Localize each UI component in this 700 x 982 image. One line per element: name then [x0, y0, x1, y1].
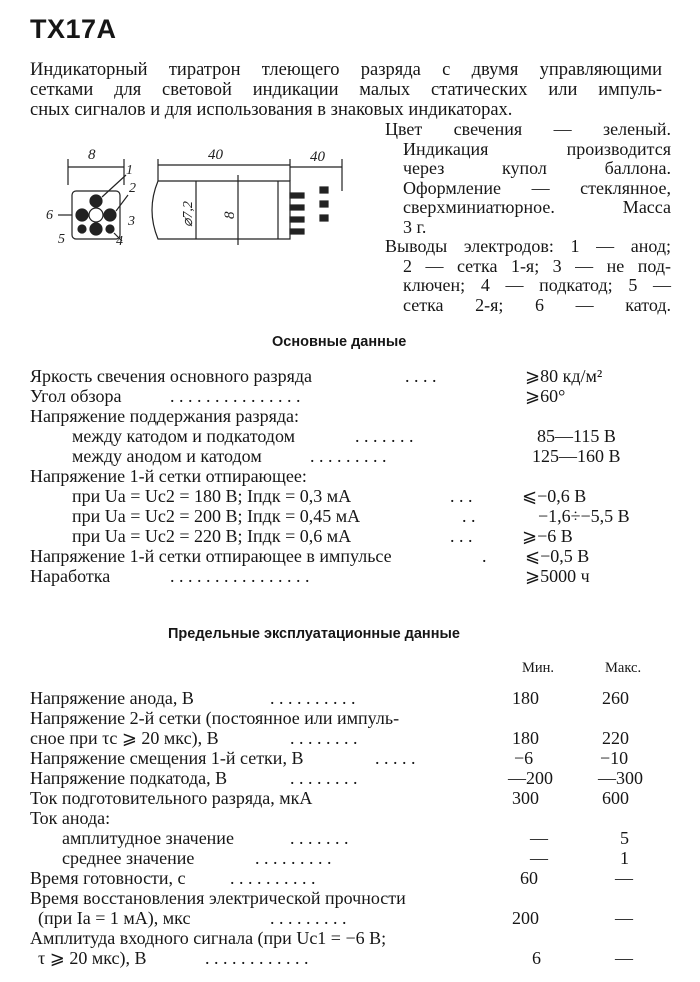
main-row-value: 85—115 В: [537, 426, 616, 446]
limits-row-max: 260: [602, 688, 629, 708]
limits-row: [30, 728, 692, 748]
limits-row-max: —: [615, 908, 633, 928]
limits-row-label: Ток подготовительного разряда, мкА: [30, 788, 313, 808]
pin-5: [78, 225, 86, 233]
main-row-value: ⩾80 кд/м²: [525, 366, 603, 386]
limits-row: [30, 868, 692, 888]
main-row-dots: . . . . . . . . .: [310, 446, 387, 466]
limits-row-max: 220: [602, 728, 629, 748]
limits-row-dots: . . . . . . . . . . . .: [205, 948, 309, 968]
limits-row: [30, 828, 692, 848]
main-row-value: ⩽−0,6 В: [522, 486, 587, 506]
dim-leads-label: 40: [310, 149, 325, 165]
limits-row: [30, 888, 692, 908]
pin-label: 3: [128, 214, 135, 229]
main-row: [30, 426, 692, 446]
limits-row-dots: . . . . . . .: [290, 828, 349, 848]
pin-1: [90, 195, 102, 207]
limits-row-max: 5: [620, 828, 629, 848]
main-row: [30, 466, 692, 486]
leader-line: [102, 175, 126, 197]
limits-row-label: Напряжение смещения 1-й сетки, В: [30, 748, 304, 768]
main-row-dots: . . . . . . .: [355, 426, 414, 446]
description-line: ключен; 4 — подкатод; 5 —: [403, 275, 671, 295]
limits-row-label: Напряжение подкатода, В: [30, 768, 228, 788]
main-row-dots: . . . . . . . . . . . . . . .: [170, 386, 301, 406]
limits-row-dots: . . . . . . . . .: [270, 908, 347, 928]
limits-row-dots: . . . . . . . . . .: [230, 868, 316, 888]
limits-row: [30, 928, 692, 948]
limits-row-max: 600: [602, 788, 629, 808]
limits-row: [30, 788, 692, 808]
main-row: [30, 546, 692, 566]
main-row-label: при Uа = Uс2 = 180 В; Iпдк = 0,3 мА: [72, 486, 352, 506]
limits-row-max: 1: [620, 848, 629, 868]
main-row-label: Напряжение 1-й сетки отпирающее:: [30, 466, 307, 486]
description-line: Индикация производится: [403, 138, 671, 159]
limits-row-dots: . . . . . . . . .: [255, 848, 332, 868]
pin-2: [104, 209, 116, 221]
limits-row-max: —: [615, 948, 633, 968]
lead: [290, 205, 304, 210]
limits-row-dots: . . . . .: [375, 748, 416, 768]
intro-paragraph: [30, 60, 662, 120]
limits-row-min: 180: [512, 728, 539, 748]
description-line: Выводы электродов: 1 — анод;: [385, 236, 671, 256]
pin-4: [90, 223, 102, 235]
limits-row-dots: . . . . . . . . . .: [270, 688, 356, 708]
limits-row-max: —300: [598, 768, 643, 788]
main-row-value: 125—160 В: [532, 446, 621, 466]
intro-line: сетками для световой индикации малых статических или импуль-: [30, 80, 662, 100]
limits-row-label: сное при τс ⩾ 20 мкс), В: [30, 728, 219, 748]
limits-row-min: 60: [520, 868, 538, 888]
limits-row-min: 300: [512, 788, 539, 808]
description-line: Оформление — стеклянное,: [403, 177, 671, 198]
limits-row-min: —: [530, 828, 548, 848]
lead-end: [320, 201, 328, 207]
main-row-value: ⩾−6 В: [522, 526, 573, 546]
main-row-label: Яркость свечения основного разряда: [30, 366, 313, 386]
limits-row-dots: . . . . . . . .: [290, 768, 358, 788]
pin-label: 4: [116, 234, 123, 249]
col-min-header: Мин.: [522, 660, 555, 676]
main-row: [30, 506, 692, 526]
limits-row-label: среднее значение: [62, 848, 195, 868]
main-row-dots: . . .: [450, 526, 473, 546]
limits-row-label: (при Iа = 1 мА), мкс: [38, 908, 191, 928]
limits-row-label: Амплитуда входного сигнала (при Uс1 = −6 В;: [30, 928, 387, 948]
limits-row-max: −10: [600, 748, 629, 768]
main-row-label: Угол обзора: [30, 386, 122, 406]
limits-row-label: Ток анода:: [30, 808, 111, 828]
main-row-label: при Uа = Uс2 = 220 В; Iпдк = 0,6 мА: [72, 526, 352, 546]
limits-row-label: τ ⩾ 20 мкс), В: [38, 948, 147, 968]
main-row: [30, 526, 692, 546]
main-row-dots: . . . . . . . . . . . . . . . .: [170, 566, 310, 586]
lead: [290, 217, 304, 222]
main-row: [30, 566, 692, 586]
limits-section-title: Предельные эксплуатационные данные: [168, 626, 460, 642]
description-block: [385, 120, 671, 315]
dim-length-label: 40: [208, 147, 223, 163]
pin-label: 1: [126, 163, 133, 178]
limits-row: [30, 948, 692, 968]
limits-row-dots: . . . . . . . .: [290, 728, 358, 748]
leader-line: [116, 195, 128, 211]
limits-row: [30, 808, 692, 828]
main-row: [30, 406, 692, 426]
main-row: [30, 386, 692, 406]
pin-label: 5: [58, 232, 65, 247]
main-row-label: между анодом и катодом: [72, 446, 262, 466]
col-max-header: Макс.: [605, 660, 642, 676]
main-row-label: Напряжение 1-й сетки отпирающее в импульсе: [30, 546, 392, 566]
main-row-dots: . . .: [450, 486, 473, 506]
intro-line: сных сигналов и для использования в знаковых индикаторах.: [30, 100, 513, 120]
main-row-value: ⩾60°: [525, 386, 566, 406]
description-line: сверхминиатюрное. Масса: [403, 197, 671, 217]
limits-row-label: Время готовности, с: [30, 868, 186, 888]
limits-row: [30, 748, 692, 768]
main-row-dots: . .: [462, 506, 476, 526]
main-row-label: Напряжение поддержания разряда:: [30, 406, 300, 426]
limits-row-min: —200: [508, 768, 553, 788]
main-row-value: ⩽−0,5 В: [525, 546, 590, 566]
main-row-dots: . . . .: [405, 366, 437, 386]
limits-row: [30, 768, 692, 788]
limits-row-min: −6: [514, 748, 534, 768]
limits-row-min: 180: [512, 688, 539, 708]
main-row-label: между катодом и подкатодом: [72, 426, 296, 446]
tube-drawing: [28, 145, 368, 255]
pin-6: [76, 209, 88, 221]
description-line: Цвет свечения — зеленый.: [385, 119, 671, 139]
dim-diameter-label: ⌀7,2: [181, 201, 196, 227]
limits-row-label: амплитудное значение: [62, 828, 234, 848]
limits-row: [30, 688, 692, 708]
dim-body-label: 8: [222, 211, 238, 219]
lead-end: [320, 215, 328, 221]
main-row-label: Наработка: [30, 566, 111, 586]
key-center: [89, 208, 103, 222]
description-line: сетка 2-я; 6 — катод.: [403, 294, 671, 315]
pin-label: 2: [129, 181, 136, 196]
limits-row: [30, 908, 692, 928]
limits-row-min: —: [530, 848, 548, 868]
limits-row: [30, 848, 692, 868]
limits-row-min: 200: [512, 908, 539, 928]
main-section-title: Основные данные: [272, 334, 407, 350]
lead: [290, 229, 304, 234]
main-row: [30, 486, 692, 506]
limits-row-label: Напряжение анода, В: [30, 688, 194, 708]
description-line: 2 — сетка 1-я; 3 — не под-: [403, 255, 671, 276]
dim-width-label: 8: [88, 147, 96, 163]
limits-row-min: 6: [532, 948, 541, 968]
main-row-label: при Uа = Uс2 = 200 В; Iпдк = 0,45 мА: [72, 506, 361, 526]
main-row-dots: .: [482, 546, 487, 566]
limits-row-max: —: [615, 868, 633, 888]
main-row: [30, 366, 692, 386]
lead-end: [320, 187, 328, 193]
limits-row: [30, 708, 692, 728]
pin-3: [106, 225, 114, 233]
pin-label: 6: [46, 208, 53, 223]
intro-line: Индикаторный тиратрон тлеющего разряда с двумя управляющими: [30, 60, 662, 80]
page-title: ТХ17А: [30, 14, 117, 44]
limits-row-label: Время восстановления электрической прочности: [30, 888, 406, 908]
main-row-value: ⩾5000 ч: [525, 566, 590, 586]
lead: [290, 193, 304, 198]
description-line: через купол баллона.: [403, 158, 671, 178]
bulb-outline: [152, 181, 290, 239]
main-row: [30, 446, 692, 466]
main-row-value: −1,6÷−5,5 В: [538, 506, 630, 526]
limits-row-label: Напряжение 2-й сетки (постоянное или импуль-: [30, 708, 400, 728]
description-line: 3 г.: [403, 216, 427, 237]
